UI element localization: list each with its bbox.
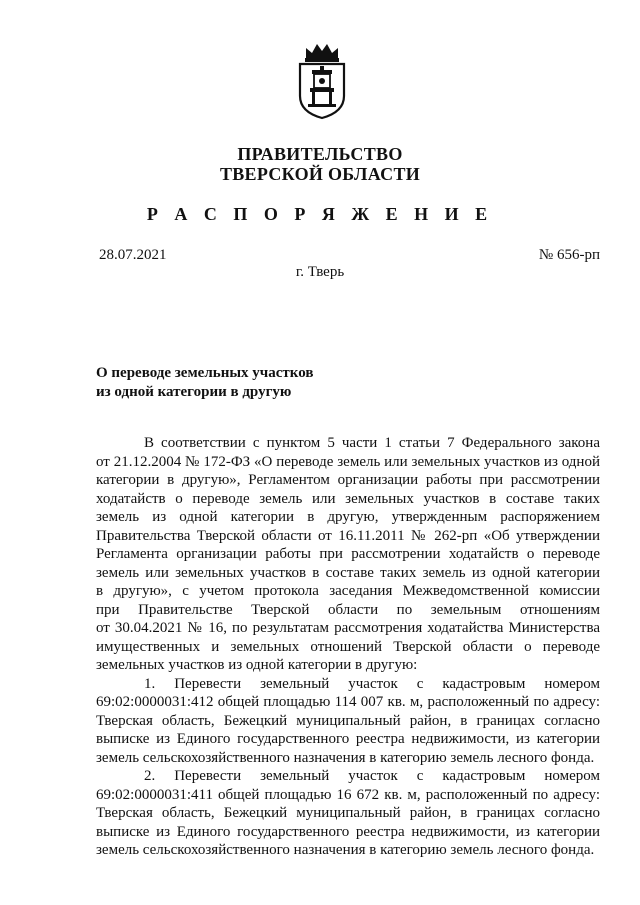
text-line: 69:02:0000031:411 общей площадью 16 672 кв. м, расположенный по адресу: — [96, 786, 600, 803]
subject-line-1: О переводе земельных участков — [96, 365, 314, 381]
text-line: 69:02:0000031:412 общей площадью 114 007 кв. м, расположенный по адресу: — [96, 694, 600, 710]
text-line: имущественных и земельных отношений Тверской области о переводе — [96, 638, 600, 655]
document-number: № 656-рп — [538, 247, 600, 263]
text-line: земель или земельных участков в составе таких земель из одной категории — [96, 564, 600, 581]
text-line: 1. Перевести земельный участок с кадастровым номером — [144, 675, 600, 692]
text-line: В соответствии с пунктом 5 части 1 статьи 7 Федерального закона — [144, 435, 600, 451]
organization-line-1: ПРАВИТЕЛЬСТВО — [237, 144, 403, 164]
text-line: земель сельскохозяйственного назначения в категорию земель лесного фонда. — [96, 842, 595, 858]
document-subject — [96, 364, 313, 402]
text-line: выписке из Единого государственного реестра недвижимости, из категории — [96, 823, 600, 840]
text-line: ходатайств о переводе земель или земельных участков в составе таких — [96, 490, 600, 507]
text-line: при Правительстве Тверской области по земельным отношениям — [96, 601, 600, 618]
document-type: Р А С П О Р Я Ж Е Н И Е — [146, 204, 494, 224]
text-line: Тверская область, Бежецкий муниципальный район, в границах согласно — [96, 712, 600, 729]
text-line: от 21.12.2004 № 172-ФЗ «О переводе земель или земельных участков из одной — [96, 453, 600, 470]
document-date: 28.07.2021 — [99, 247, 167, 263]
text-line: Правительства Тверской области от 16.11.2011 № 262-рп «Об утверждении — [96, 527, 600, 544]
text-line: Регламента организации работы при рассмотрении ходатайств о переводе — [96, 546, 600, 562]
organization-line-2: ТВЕРСКОЙ ОБЛАСТИ — [219, 164, 421, 184]
document-body — [96, 434, 600, 860]
text-line: от 30.04.2021 № 16, по результатам рассмотрения ходатайства Министерства — [96, 620, 600, 636]
text-line: земель из одной категории в другую, утвержденным распоряжением — [96, 509, 600, 525]
text-line: Тверская область, Бежецкий муниципальный район, в границах согласно — [96, 805, 600, 821]
subject-line-2: из одной категории в другую — [96, 384, 292, 400]
text-line: выписке из Единого государственного реестра недвижимости, из категории — [96, 731, 600, 747]
text-line: категории в другую», Регламентом организации работы при рассмотрении — [96, 472, 600, 488]
clause-1-paragraph — [96, 675, 600, 768]
text-line: 2. Перевести земельный участок с кадастровым номером — [144, 768, 600, 784]
text-line: в другую», с учетом протокола заседания Межведомственной комиссии — [96, 583, 600, 599]
text-line: земельных участков из одной категории в другую: — [96, 657, 418, 673]
preamble-paragraph — [96, 434, 600, 675]
clause-2-paragraph — [96, 767, 600, 860]
tver-coat-of-arms-icon — [292, 40, 352, 120]
document-city: г. Тверь — [295, 264, 345, 280]
text-line: земель сельскохозяйственного назначения в категорию земель лесного фонда. — [96, 749, 595, 766]
